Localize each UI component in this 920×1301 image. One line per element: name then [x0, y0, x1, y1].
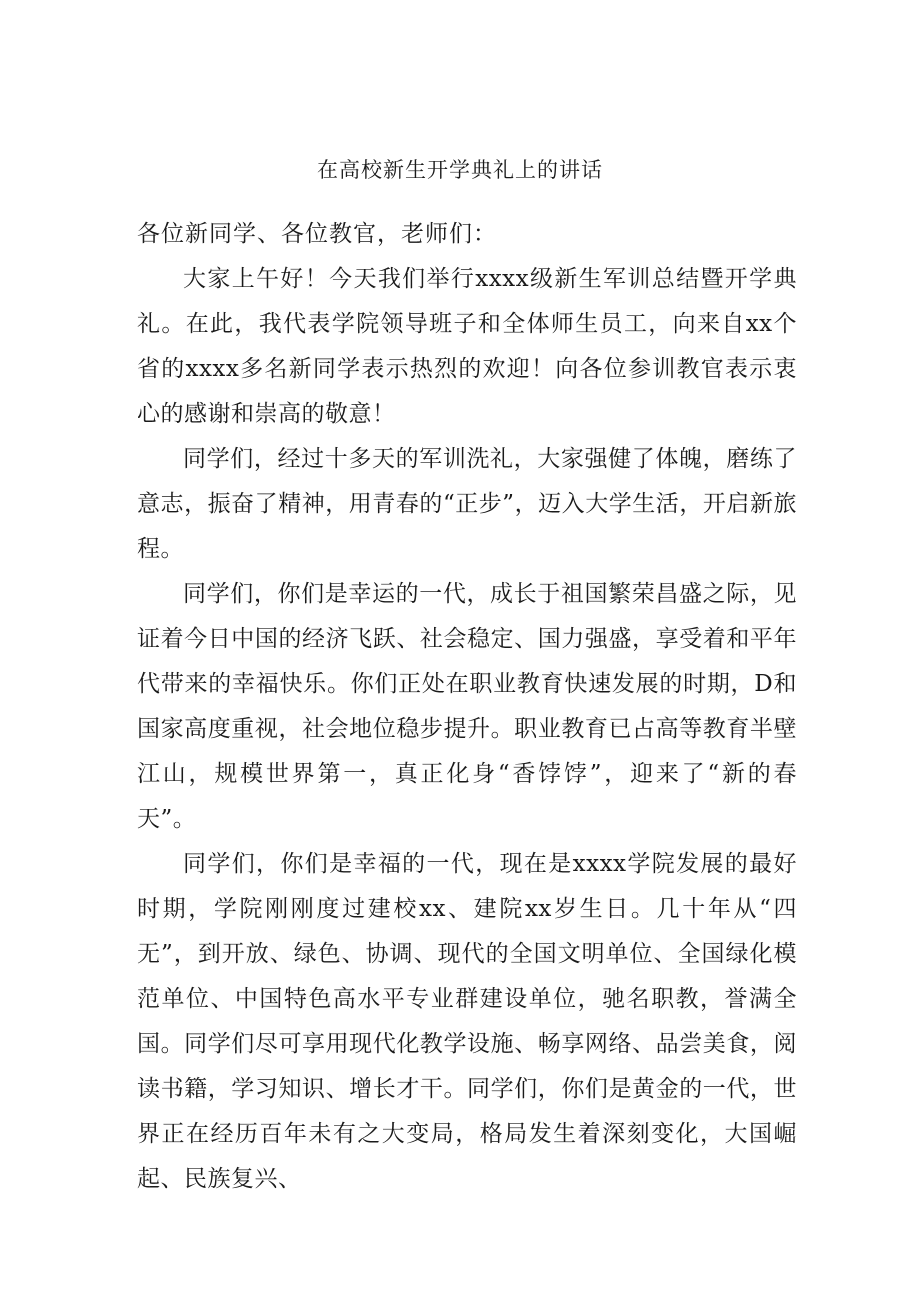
salutation: 各位新同学、各位教官，老师们：	[137, 221, 497, 247]
paragraph-happy-generation: 同学们，你们是幸福的一代，现在是xxxx学院发展的最好时期，学院刚刚度过建校xx、建院xx岁生日。几十年从“四无”，到开放、绿色、协调、现代的全国文明单位、全国绿化模范单位、中国特色高水平专业群建设单位，驰名职教，誉满全国。同学们尽可享用现代化教学设施、畅享网络、品尝美食，阅读书籍，学习知识、增长才干。同学们，你们是黄金的一代，世界正在经历百年未有之大变局，格局发生着深刻变化，大国崛起、民族复兴、	[137, 851, 797, 1192]
paragraph-lucky-generation: 同学们，你们是幸运的一代，成长于祖国繁荣昌盛之际，见证着今日中国的经济飞跃、社会稳定、国力强盛，享受着和平年代带来的幸福快乐。你们正处在职业教育快速发展的时期，D和国家高度重视，社会地位稳步提升。职业教育已占高等教育半壁江山，规模世界第一，真正化身“香饽饽”，迎来了“新的春天”。	[137, 581, 797, 832]
paragraph-military-training: 同学们，经过十多天的军训洗礼，大家强健了体魄，磨练了意志，振奋了精神，用青春的“正步”，迈入大学生活，开启新旅程。	[137, 446, 797, 562]
document-body	[137, 212, 797, 1202]
paragraph-welcome: 大家上午好！今天我们举行xxxx级新生军训总结暨开学典礼。在此，我代表学院领导班子和全体师生员工，向来自xx个省的xxxx多名新同学表示热烈的欢迎！向各位参训教官表示衷心的感谢和崇高的敬意！	[137, 266, 797, 427]
page-title: 在高校新生开学典礼上的讲话	[317, 158, 603, 182]
